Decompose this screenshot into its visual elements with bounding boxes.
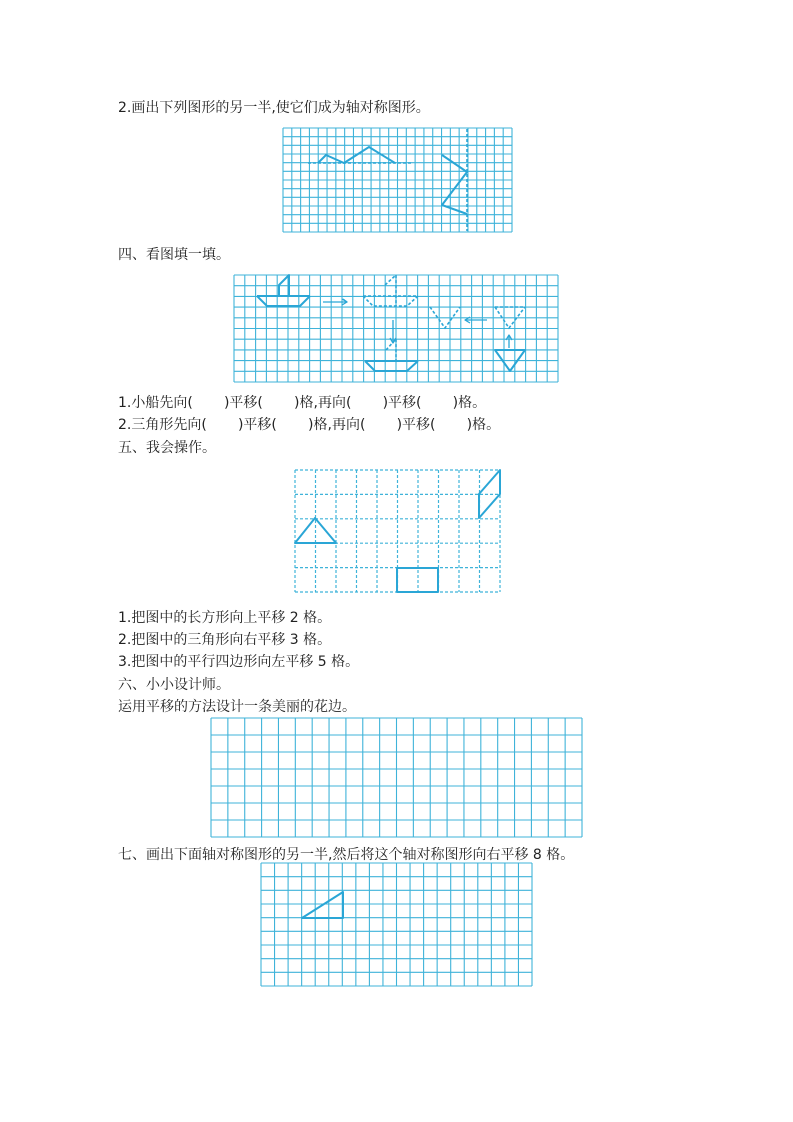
grid-lines	[261, 863, 532, 986]
question-5-2: 2.把图中的三角形向右平移 3 格。	[118, 632, 332, 648]
section-7-title: 七、画出下面轴对称图形的另一半,然后将这个轴对称图形向右平移 8 格。	[118, 847, 575, 863]
section-4-title: 四、看图填一填。	[118, 247, 230, 263]
half-triangle-shape	[302, 892, 343, 918]
section-6-title: 六、小小设计师。	[118, 677, 230, 693]
section-6-description: 运用平移的方法设计一条美丽的花边。	[118, 699, 356, 715]
question-4-1: 1.小船先向( )平移( )格,再向( )平移( )格。	[118, 395, 487, 411]
question-5-1: 1.把图中的长方形向上平移 2 格。	[118, 610, 332, 626]
question-2-title: 2.画出下列图形的另一半,使它们成为轴对称图形。	[118, 100, 430, 116]
question-5-3: 3.把图中的平行四边形向左平移 5 格。	[118, 654, 360, 670]
question-4-2: 2.三角形先向( )平移( )格,再向( )平移( )格。	[118, 417, 501, 433]
section-5-title: 五、我会操作。	[118, 440, 216, 456]
